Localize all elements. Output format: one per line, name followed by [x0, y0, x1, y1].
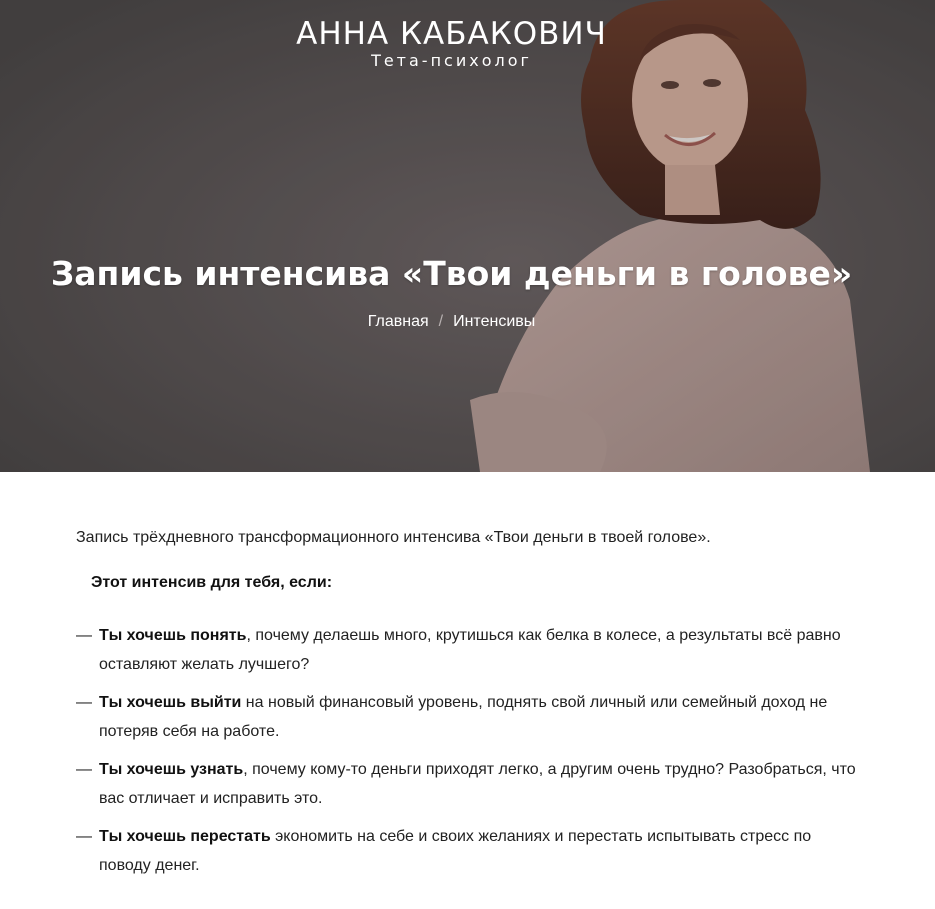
list-item	[76, 755, 856, 813]
site-logo[interactable]	[0, 16, 903, 70]
list-item-bold: Ты хочешь выйти	[99, 694, 242, 711]
benefits-list	[76, 621, 856, 880]
list-item-bold: Ты хочешь понять	[99, 627, 247, 644]
breadcrumb-separator: /	[438, 313, 444, 330]
brand-name: АННА КАБАКОВИЧ	[296, 16, 607, 52]
list-item	[76, 822, 856, 880]
breadcrumb-intensives-link[interactable]: Интенсивы	[453, 313, 536, 330]
page-title: Запись интенсива «Твои деньги в голове»	[50, 254, 853, 293]
dash-marker: —	[76, 627, 92, 644]
list-item-bold: Ты хочешь перестать	[99, 828, 271, 845]
list-item-text: , почему делаешь много, крутишься как белка в колесе, а результаты всё равно оставляют желать лучшего?	[99, 627, 841, 673]
main-content	[76, 526, 856, 880]
dash-marker: —	[76, 761, 92, 778]
list-item-text: , почему кому-то деньги приходят легко, а другим очень трудно? Разобраться, что вас отличает и исправить это.	[99, 761, 856, 807]
list-item-bold: Ты хочешь узнать	[99, 761, 244, 778]
dash-marker: —	[76, 828, 92, 845]
breadcrumb-home-link[interactable]: Главная	[367, 313, 429, 330]
list-item	[76, 688, 856, 746]
breadcrumb	[0, 312, 903, 332]
intro-text: Запись трёхдневного трансформационного интенсива «Твои деньги в твоей голове».	[76, 529, 711, 546]
dash-marker: —	[76, 694, 92, 711]
list-item-text: на новый финансовый уровень, поднять свой личный или семейный доход не потеряв себя на работе.	[99, 694, 828, 740]
list-item	[76, 621, 856, 679]
list-item-text: экономить на себе и своих желаниях и перестать испытывать стресс по поводу денег.	[99, 828, 812, 874]
list-heading: Этот интенсив для тебя, если:	[91, 574, 333, 591]
brand-subtitle: Тета-психолог	[371, 51, 532, 70]
